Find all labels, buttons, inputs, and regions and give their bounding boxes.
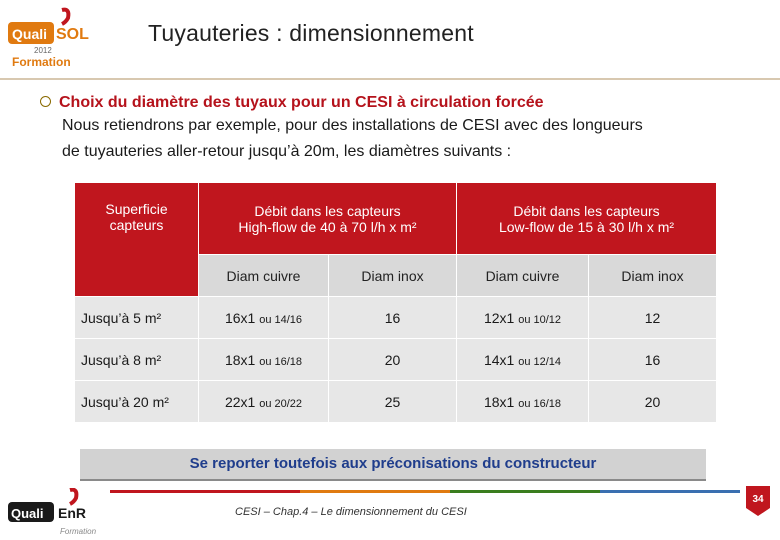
low-inox-cell: 16 xyxy=(589,339,717,381)
footer-caption: CESI – Chap.4 – Le dimensionnement du CESI xyxy=(235,506,467,518)
high-flow-header-line-1: Débit dans les capteurs xyxy=(254,202,401,219)
cuivre-value: 22x1 xyxy=(224,393,256,410)
low-flow-header-line-1: Débit dans les capteurs xyxy=(513,202,660,219)
bullet-heading xyxy=(40,94,544,112)
high-flow-header-line-2: High-flow de 40 à 70 l/h x m² xyxy=(238,218,417,235)
note-banner xyxy=(80,449,706,481)
cuivre-value: 12x1 xyxy=(483,309,515,326)
logo-year: 2012 xyxy=(34,46,52,55)
page-number-badge xyxy=(744,486,772,516)
bullet-heading-text: Choix du diamètre des tuyaux pour un CESI à circulation forcée xyxy=(59,94,544,111)
footer-segment-red xyxy=(110,490,300,493)
page-number: 34 xyxy=(752,494,764,505)
low-flow-header xyxy=(457,183,717,255)
table-corner-header xyxy=(75,183,199,297)
low-inox-cell: 20 xyxy=(589,381,717,423)
row-label: Jusqu’à 8 m² xyxy=(75,339,199,381)
high-inox-subheader: Diam inox xyxy=(329,255,457,297)
low-cuivre-cell xyxy=(457,381,589,423)
cuivre-value: 18x1 xyxy=(224,351,256,368)
corner-label-2: capteurs xyxy=(109,217,164,233)
high-cuivre-subheader: Diam cuivre xyxy=(199,255,329,297)
low-flow-header-line-2: Low-flow de 15 à 30 l/h x m² xyxy=(498,218,675,235)
high-cuivre-cell xyxy=(199,339,329,381)
row-label: Jusqu’à 20 m² xyxy=(75,381,199,423)
high-flow-header xyxy=(199,183,457,255)
footer-segment-blue xyxy=(600,490,740,493)
high-inox-cell: 16 xyxy=(329,297,457,339)
cuivre-value: 16x1 xyxy=(224,309,256,326)
logo-bottom-tagline: Formation xyxy=(60,527,97,536)
footer-segment-green xyxy=(450,490,600,493)
intro-line-1: Nous retiendrons par exemple, pour des installations de CESI avec des longueurs xyxy=(62,117,643,134)
cuivre-alt-value: ou 16/18 xyxy=(518,397,562,410)
page-title: Tuyauteries : dimensionnement xyxy=(148,20,474,46)
qualienr-logo xyxy=(6,488,110,538)
cuivre-alt-value: ou 10/12 xyxy=(518,313,562,326)
cuivre-value: 14x1 xyxy=(483,351,515,368)
low-inox-cell: 12 xyxy=(589,297,717,339)
table-header-row xyxy=(75,183,717,255)
pipe-diameter-table xyxy=(74,182,717,423)
table-row xyxy=(75,297,717,339)
header-divider xyxy=(0,78,780,80)
cuivre-alt-value: ou 20/22 xyxy=(259,397,303,410)
low-cuivre-subheader: Diam cuivre xyxy=(457,255,589,297)
cuivre-value: 18x1 xyxy=(483,393,515,410)
circle-bullet-icon xyxy=(40,96,51,107)
logo-tagline: Formation xyxy=(12,55,71,68)
logo-word-right: SOL xyxy=(56,26,89,43)
high-inox-cell: 25 xyxy=(329,381,457,423)
cuivre-alt-value: ou 14/16 xyxy=(259,313,303,326)
logo-word-left: Quali xyxy=(12,26,48,42)
footer-segment-orange xyxy=(300,490,450,493)
intro-line-2: de tuyauteries aller-retour jusqu’à 20m, les diamètres suivants : xyxy=(62,143,512,160)
high-cuivre-cell xyxy=(199,381,329,423)
low-inox-subheader: Diam inox xyxy=(589,255,717,297)
logo-bottom-word-right: EnR xyxy=(58,505,86,521)
row-label: Jusqu’à 5 m² xyxy=(75,297,199,339)
cuivre-alt-value: ou 16/18 xyxy=(259,355,303,368)
logo-bottom-word-left: Quali xyxy=(11,506,44,521)
qualisol-logo xyxy=(6,6,98,68)
high-inox-cell: 20 xyxy=(329,339,457,381)
table-row xyxy=(75,381,717,423)
note-text: Se reporter toutefois aux préconisations du constructeur xyxy=(189,455,597,472)
high-cuivre-cell xyxy=(199,297,329,339)
footer-color-bar xyxy=(110,490,740,493)
low-cuivre-cell xyxy=(457,297,589,339)
low-cuivre-cell xyxy=(457,339,589,381)
corner-label-1: Superficie xyxy=(105,201,168,217)
table-row xyxy=(75,339,717,381)
cuivre-alt-value: ou 12/14 xyxy=(518,355,562,368)
